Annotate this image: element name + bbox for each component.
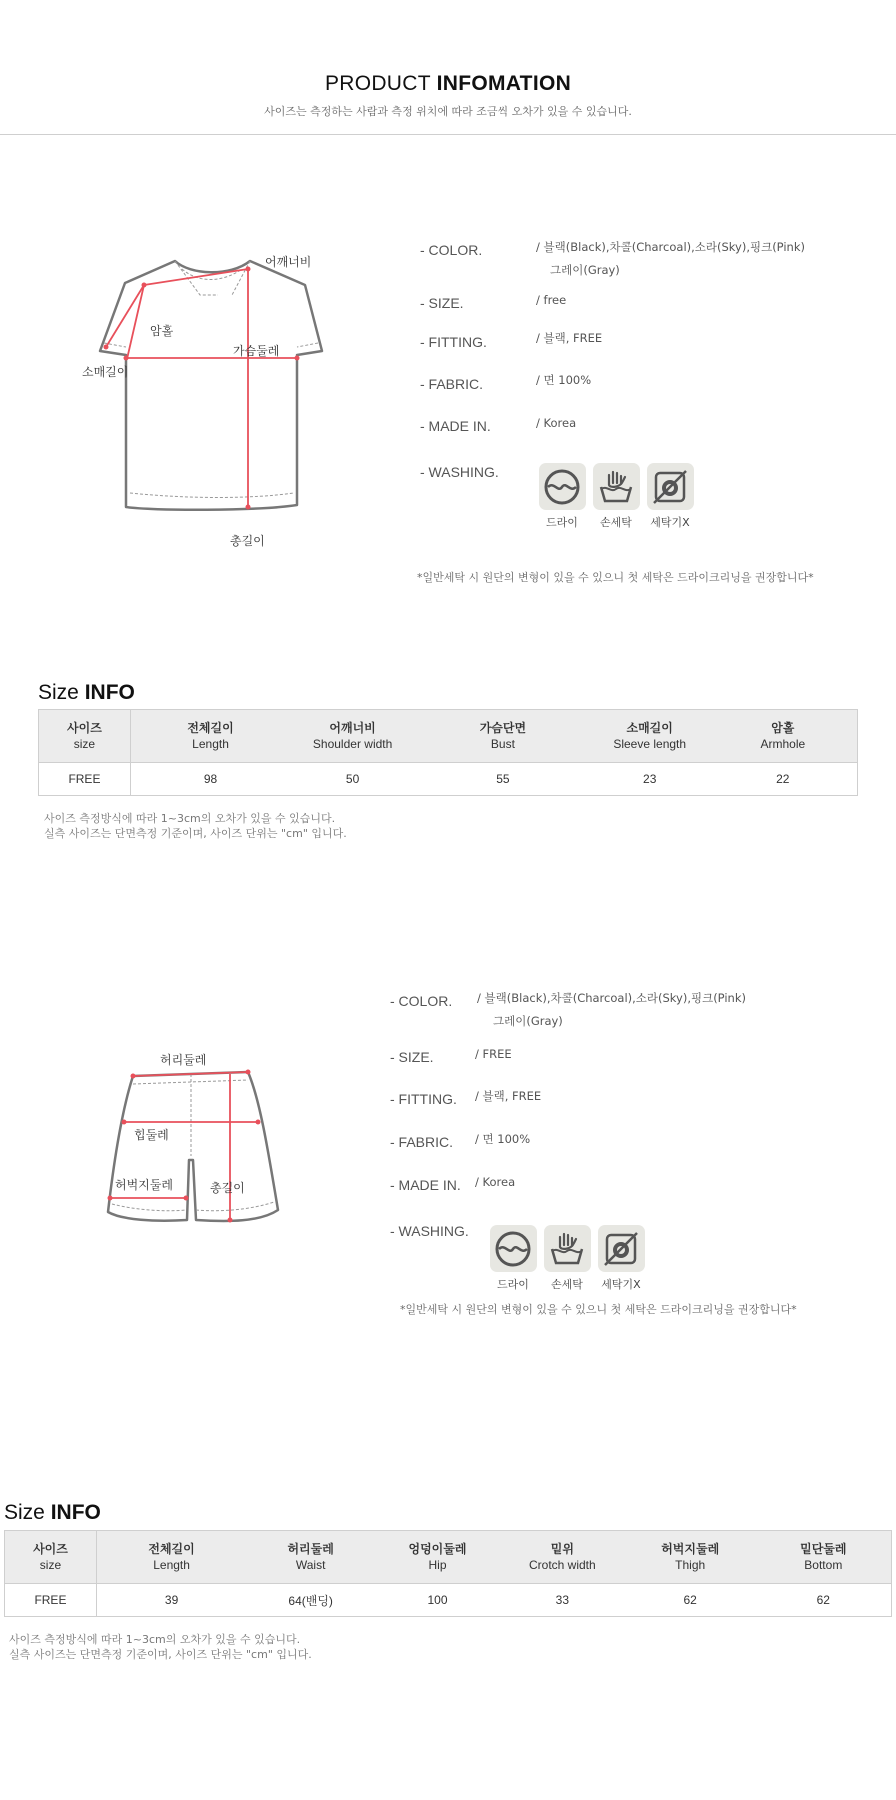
- th-armhole: [709, 710, 858, 763]
- cell-bust: 55: [415, 763, 591, 796]
- label-length-2: 총길이: [210, 1181, 245, 1195]
- wash-hand-2-caption: 손세탁: [551, 1278, 583, 1291]
- wash-dry: [538, 463, 586, 530]
- size-info-title-2-light: Size: [4, 1501, 51, 1524]
- th-length-2-en: Length: [153, 1558, 190, 1572]
- color-value-line-2: 그레이(Gray): [550, 263, 620, 277]
- dry-clean-icon: [539, 463, 586, 510]
- wash-hand-2: [543, 1225, 591, 1292]
- page-subtitle: 사이즈는 측정하는 사람과 측정 위치에 따라 조금씩 오차가 있을 수 있습니다.: [264, 105, 632, 118]
- th-thigh-ko: 허벅지둘레: [661, 1542, 720, 1556]
- th-bust-ko: 가슴단면: [479, 721, 527, 735]
- made-value-2: / Korea: [475, 1175, 516, 1189]
- label-hip: 힙둘레: [134, 1128, 169, 1142]
- page-title: [0, 72, 896, 96]
- washing-note-2: *일반세탁 시 원단의 변형이 있을 수 있으니 첫 세탁은 드라이크리닝을 권장합니다*: [400, 1303, 797, 1316]
- th-shoulder-ko: 어깨너비: [329, 721, 376, 735]
- size-info-title-light: Size: [38, 681, 85, 704]
- fabric-value: / 면 100%: [536, 373, 592, 387]
- table-row: [39, 763, 858, 796]
- th-waist-ko: 허리둘레: [287, 1542, 334, 1556]
- size-table-note-2: [9, 1632, 312, 1662]
- size-table-header-2: [5, 1531, 892, 1584]
- size-note-1: 사이즈 측정방식에 따라 1~3cm의 오차가 있을 수 있습니다.: [44, 812, 336, 825]
- wash-hand: [592, 463, 640, 530]
- header-divider: [0, 134, 896, 135]
- wash-dry-2: [489, 1225, 537, 1292]
- size-info-title-2-bold: INFO: [50, 1501, 101, 1524]
- tshirt-diagram: [90, 255, 340, 535]
- size-info-title: [38, 681, 135, 705]
- fitting-value: / 블랙, FREE: [536, 331, 603, 345]
- cell-length-2: 39: [96, 1584, 246, 1617]
- label-sleeve: 소매길이: [82, 365, 129, 379]
- th-thigh-en: Thigh: [675, 1558, 706, 1572]
- th-size-2-en: size: [39, 1558, 62, 1572]
- washing-label: - WASHING.: [420, 464, 499, 480]
- wash-hand-caption: 손세탁: [600, 516, 632, 529]
- th-waist-en: Waist: [295, 1558, 326, 1572]
- size-value-2: / FREE: [475, 1047, 512, 1061]
- th-bust: [415, 710, 591, 763]
- table-row: [5, 1584, 892, 1617]
- size-label: - SIZE.: [420, 295, 464, 311]
- size-table-note: [44, 811, 347, 841]
- cell-shoulder: 50: [290, 763, 415, 796]
- size-note-2: 실측 사이즈는 단면측정 기준이며, 사이즈 단위는 "cm" 입니다.: [44, 827, 347, 840]
- fabric-value-2: / 면 100%: [475, 1132, 531, 1146]
- th-waist: [246, 1531, 375, 1584]
- washing-icons: [538, 463, 694, 530]
- no-machine-wash-icon: [647, 463, 694, 510]
- size-table-header: [39, 710, 858, 763]
- washing-label-2: - WASHING.: [390, 1223, 469, 1239]
- th-length-ko: 전체길이: [187, 721, 234, 735]
- th-crotch-en: Crotch width: [528, 1558, 596, 1572]
- color-label-2: - COLOR.: [390, 993, 453, 1009]
- th-hip-ko: 엉덩이둘레: [408, 1542, 467, 1556]
- wash-no-machine: [646, 463, 694, 530]
- label-armhole: 암홀: [150, 324, 174, 338]
- th-size-en: size: [73, 737, 96, 751]
- page-title-bold: INFOMATION: [436, 72, 572, 95]
- th-armhole-en: Armhole: [760, 737, 806, 751]
- cell-hip: 100: [375, 1584, 500, 1617]
- th-length-en: Length: [192, 737, 229, 751]
- fitting-label-2: - FITTING.: [390, 1091, 457, 1107]
- th-length-2: [96, 1531, 246, 1584]
- cell-bottom: 62: [756, 1584, 892, 1617]
- th-bottom: [756, 1531, 892, 1584]
- color-label: - COLOR.: [420, 242, 483, 258]
- th-crotch-ko: 밑위: [550, 1542, 574, 1556]
- th-length-2-ko: 전체길이: [148, 1542, 195, 1556]
- th-thigh: [625, 1531, 756, 1584]
- color-value-2-line-2: 그레이(Gray): [493, 1014, 563, 1028]
- made-label: - MADE IN.: [420, 418, 491, 434]
- th-size: [39, 710, 131, 763]
- fitting-label: - FITTING.: [420, 334, 487, 350]
- made-label-2: - MADE IN.: [390, 1177, 461, 1193]
- size-value: / free: [536, 293, 567, 307]
- cell-armhole: 22: [709, 763, 858, 796]
- wash-dry-2-caption: 드라이: [497, 1278, 529, 1291]
- th-hip-en: Hip: [428, 1558, 447, 1572]
- size-label-2: - SIZE.: [390, 1049, 434, 1065]
- size-table-top: [38, 709, 858, 796]
- th-armhole-ko: 암홀: [771, 721, 795, 735]
- hand-wash-icon: [544, 1225, 591, 1272]
- label-thigh: 허벅지둘레: [115, 1178, 173, 1192]
- wash-no-machine-caption: 세탁기X: [650, 516, 690, 529]
- th-bottom-ko: 밑단둘레: [800, 1542, 847, 1556]
- cell-length: 98: [130, 763, 290, 796]
- fitting-value-2: / 블랙, FREE: [475, 1089, 542, 1103]
- fabric-label-2: - FABRIC.: [390, 1134, 454, 1150]
- th-sleeve-en: Sleeve length: [613, 737, 687, 751]
- label-waist: 허리둘레: [160, 1053, 207, 1067]
- th-size-2: [5, 1531, 97, 1584]
- th-shoulder: [290, 710, 415, 763]
- color-value-2: [477, 987, 746, 1033]
- cell-size-2: FREE: [5, 1584, 97, 1617]
- size-note-2-1: 사이즈 측정방식에 따라 1~3cm의 오차가 있을 수 있습니다.: [9, 1633, 301, 1646]
- shorts-diagram: [100, 1060, 290, 1230]
- size-info-title-2: [4, 1501, 101, 1525]
- washing-icons-2: [489, 1225, 645, 1292]
- color-value-2-line-1: / 블랙(Black),차콜(Charcoal),소라(Sky),핑크(Pink): [477, 991, 746, 1005]
- label-shoulder: 어깨너비: [265, 255, 312, 269]
- cell-size: FREE: [39, 763, 131, 796]
- color-value-line-1: / 블랙(Black),차콜(Charcoal),소라(Sky),핑크(Pink): [536, 240, 805, 254]
- size-note-2-2: 실측 사이즈는 단면측정 기준이며, 사이즈 단위는 "cm" 입니다.: [9, 1648, 312, 1661]
- size-info-title-bold: INFO: [84, 681, 135, 704]
- color-value: [536, 236, 805, 282]
- wash-no-machine-2-caption: 세탁기X: [601, 1278, 641, 1291]
- th-size-ko: 사이즈: [67, 721, 102, 735]
- th-sleeve: [591, 710, 709, 763]
- cell-sleeve: 23: [591, 763, 709, 796]
- dry-clean-icon: [490, 1225, 537, 1272]
- wash-dry-caption: 드라이: [546, 516, 578, 529]
- size-table-bottom: [4, 1530, 892, 1617]
- made-value: / Korea: [536, 416, 577, 430]
- th-size-2-ko: 사이즈: [33, 1542, 68, 1556]
- label-bust: 가슴둘레: [233, 344, 280, 358]
- page-title-light: PRODUCT: [324, 72, 437, 95]
- label-length: 총길이: [230, 534, 265, 548]
- wash-no-machine-2: [597, 1225, 645, 1292]
- washing-note: *일반세탁 시 원단의 변형이 있을 수 있으니 첫 세탁은 드라이크리닝을 권장합니다*: [417, 571, 814, 584]
- cell-crotch: 33: [500, 1584, 625, 1617]
- th-length: [130, 710, 290, 763]
- fabric-label: - FABRIC.: [420, 376, 484, 392]
- th-shoulder-en: Shoulder width: [312, 737, 393, 751]
- th-bust-en: Bust: [490, 737, 515, 751]
- th-sleeve-ko: 소매길이: [626, 721, 673, 735]
- cell-waist: 64(밴딩): [246, 1584, 375, 1617]
- hand-wash-icon: [593, 463, 640, 510]
- th-crotch: [500, 1531, 625, 1584]
- th-hip: [375, 1531, 500, 1584]
- cell-thigh: 62: [625, 1584, 756, 1617]
- no-machine-wash-icon: [598, 1225, 645, 1272]
- th-bottom-en: Bottom: [804, 1558, 843, 1572]
